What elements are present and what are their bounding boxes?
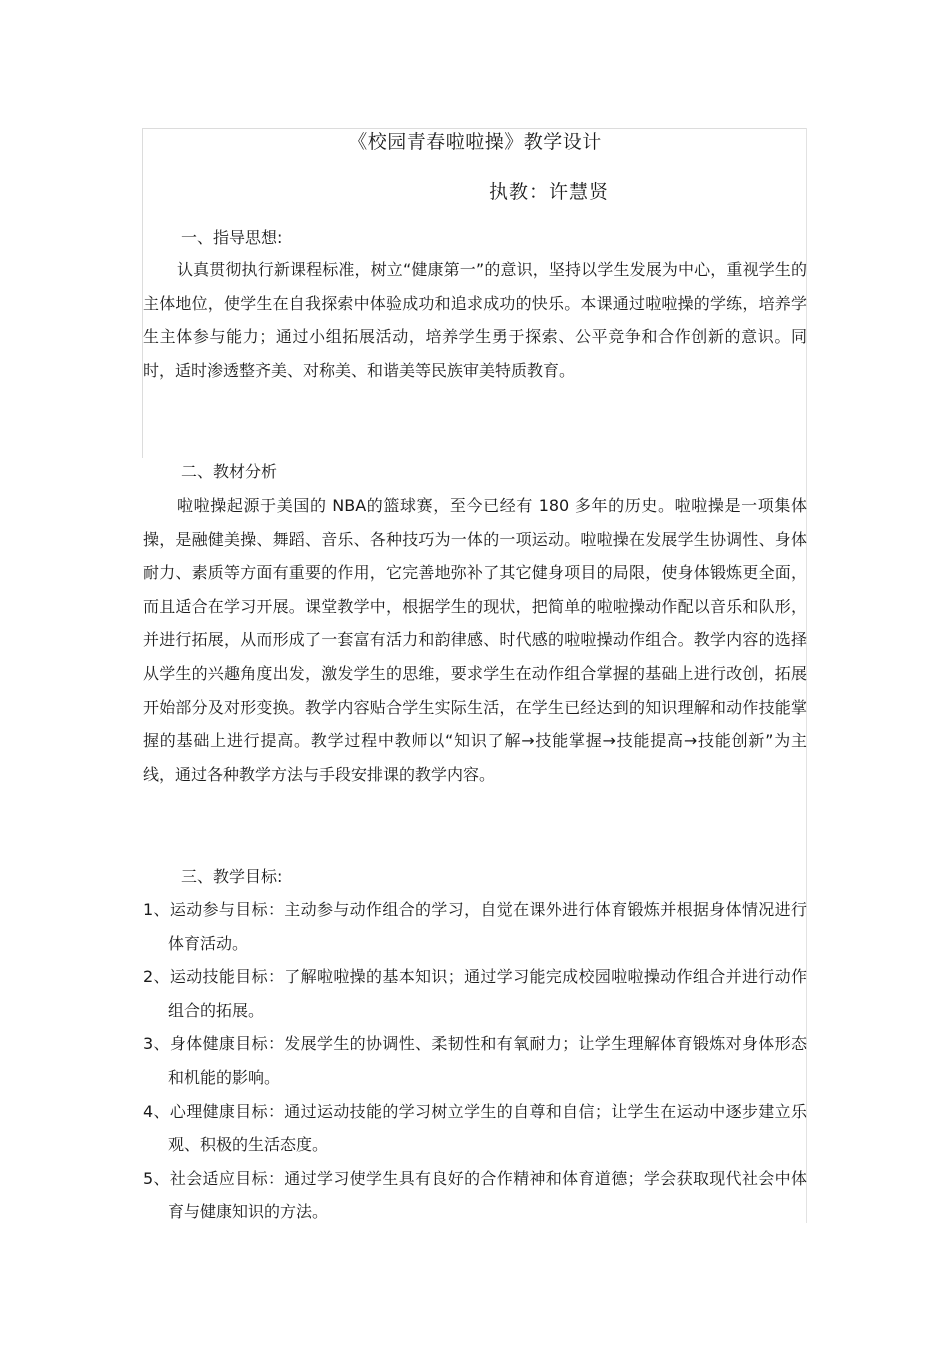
goal-item-social-adaptation: 5、社会适应目标：通过学习使学生具有良好的合作精神和体育道德；学会获取现代社会中体育与健康知识的方法。 — [143, 1168, 807, 1222]
goal-item-mental-health: 4、心理健康目标：通过运动技能的学习树立学生的自尊和自信；让学生在运动中逐步建立乐观、积极的生活态度。 — [143, 1101, 807, 1155]
document-author: 执教：许慧贤 — [489, 181, 610, 203]
section-heading-material-analysis: 二、教材分析 — [181, 462, 278, 481]
goal-item-sports-participation: 1、运动参与目标：主动参与动作组合的学习，自觉在课外进行体育锻炼并根据身体情况进行体育活动。 — [143, 900, 807, 953]
teaching-goals-list — [143, 893, 807, 1229]
section-paragraph-guiding-ideology: 认真贯彻执行新课程标准，树立“健康第一”的意识，坚持以学生发展为中心，重视学生的主体地位，使学生在自我探索中体验成功和追求成功的快乐。本课通过啦啦操的学练，培养学生主体参与能力；通过小组拓展活动，培养学生勇于探索、公平竞争和合作创新的意识。同时，适时渗透整齐美、对称美、和谐美等民族审美特质教育。 — [143, 260, 807, 380]
document-title: 《校园青春啦啦操》教学设计 — [348, 131, 602, 153]
goal-item-sports-skills: 2、运动技能目标：了解啦啦操的基本知识；通过学习能完成校园啦啦操动作组合并进行动作组合的拓展。 — [143, 967, 807, 1020]
section-paragraph-material-analysis: 啦啦操起源于美国的 NBA的篮球赛，至今已经有 180 多年的历史。啦啦操是一项集体操，是融健美操、舞蹈、音乐、各种技巧为一体的一项运动。啦啦操在发展学生协调性、身体耐力、素质等方面有重要的作用，它完善地弥补了其它健身项目的局限，使身体锻炼更全面，而且适合在学习开展。课堂教学中，根据学生的现状，把简单的啦啦操动作配以音乐和队形，并进行拓展，从而形成了一套富有活力和韵律感、时代感的啦啦操动作组合。教学内容的选择从学生的兴趣角度出发，激发学生的思维，要求学生在动作组合掌握的基础上进行改创，拓展开始部分及对形变换。教学内容贴合学生实际生活，在学生已经达到的知识理解和动作技能掌握的基础上进行提高。教学过程中教师以“知识了解→技能掌握→技能提高→技能创新”为主线，通过各种教学方法与手段安排课的教学内容。 — [143, 496, 807, 784]
section-heading-teaching-goals: 三、教学目标: — [181, 867, 283, 886]
section-heading-guiding-ideology: 一、指导思想: — [181, 228, 283, 247]
goal-item-physical-health: 3、身体健康目标：发展学生的协调性、柔韧性和有氧耐力；让学生理解体育锻炼对身体形态和机能的影响。 — [143, 1034, 807, 1087]
